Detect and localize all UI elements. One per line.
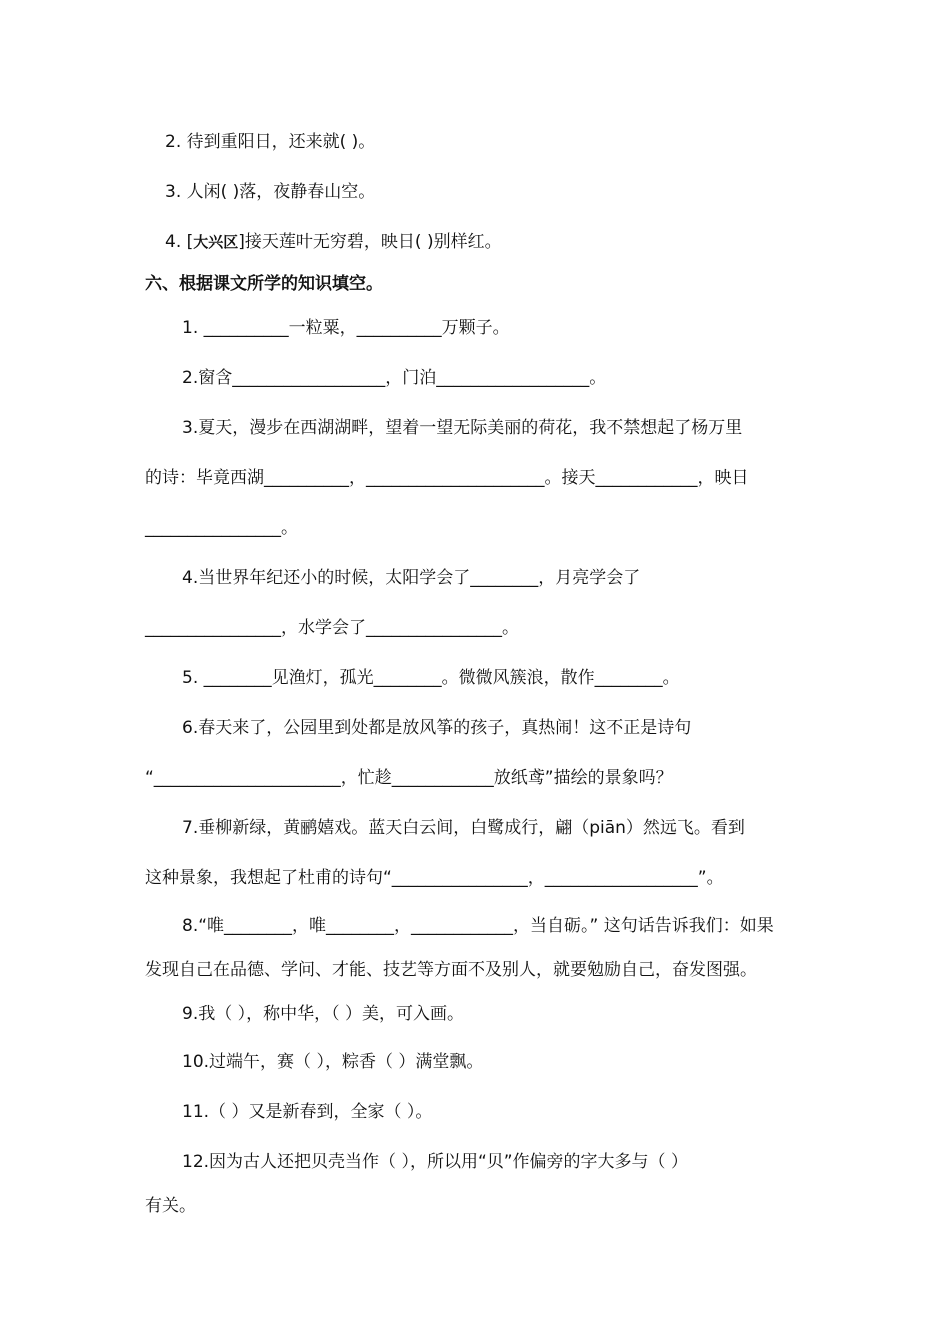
question-6-7-line2: 这种景象，我想起了杜甫的诗句“________________，__________________”。	[145, 868, 724, 888]
question-6-3-line2: 的诗：毕竟西湖__________，_____________________。接天____________，映日	[145, 468, 749, 488]
question-6-4-line2: ________________，水学会了________________。	[145, 618, 519, 638]
question-6-5: 5. ________见渔灯，孤光________。微微风簇浪，散作________。	[182, 668, 680, 688]
section-6-heading: 六、根据课文所学的知识填空。	[145, 274, 383, 294]
question-6-4-line1: 4.当世界年纪还小的时候，太阳学会了________，月亮学会了	[182, 568, 641, 588]
question-6-10: 10.过端午，赛（ ），粽香（ ）满堂飘。	[182, 1052, 484, 1072]
question-number: 4. [	[165, 232, 194, 252]
question-6-1: 1. __________一粒粟，__________万颗子。	[182, 318, 510, 338]
question-6-12-line2: 有关。	[145, 1196, 196, 1216]
question-6-6-line2: “______________________，忙趁____________放纸鸢”描绘的景象吗？	[145, 768, 673, 788]
question-6-8-line1: 8.“唯________，唯________，____________，当自砺。” 这句话告诉我们：如果	[182, 916, 774, 936]
question-6-2: 2.窗含__________________，门泊__________________。	[182, 368, 607, 388]
question-6-3-line1: 3.夏天，漫步在西湖湖畔，望着一望无际美丽的荷花，我不禁想起了杨万里	[182, 418, 743, 438]
question-6-6-line1: 6.春天来了，公园里到处都是放风筝的孩子，真热闹！这不正是诗句	[182, 718, 692, 738]
question-text: ]接天莲叶无穷碧，映日( )别样红。	[238, 232, 502, 252]
question-5-3: 3. 人闲( )落，夜静春山空。	[165, 182, 376, 202]
district-tag: 大兴区	[193, 233, 239, 251]
question-5-4	[165, 230, 502, 254]
question-6-8-line2: 发现自己在品德、学问、才能、技艺等方面不及别人，就要勉励自己，奋发图强。	[145, 960, 757, 980]
question-5-2: 2. 待到重阳日，还来就( )。	[165, 132, 376, 152]
question-6-3-line3: ________________。	[145, 518, 298, 538]
question-6-12-line1: 12.因为古人还把贝壳当作（ ），所以用“贝”作偏旁的字大多与（ ）	[182, 1152, 688, 1172]
question-6-11: 11.（ ）又是新春到，全家（ ）。	[182, 1102, 433, 1122]
question-6-9: 9.我（ ），称中华，（ ）美，可入画。	[182, 1004, 465, 1024]
question-6-7-line1: 7.垂柳新绿，黄鹂嬉戏。蓝天白云间，白鹭成行，翩（piān）然远飞。看到	[182, 818, 745, 838]
